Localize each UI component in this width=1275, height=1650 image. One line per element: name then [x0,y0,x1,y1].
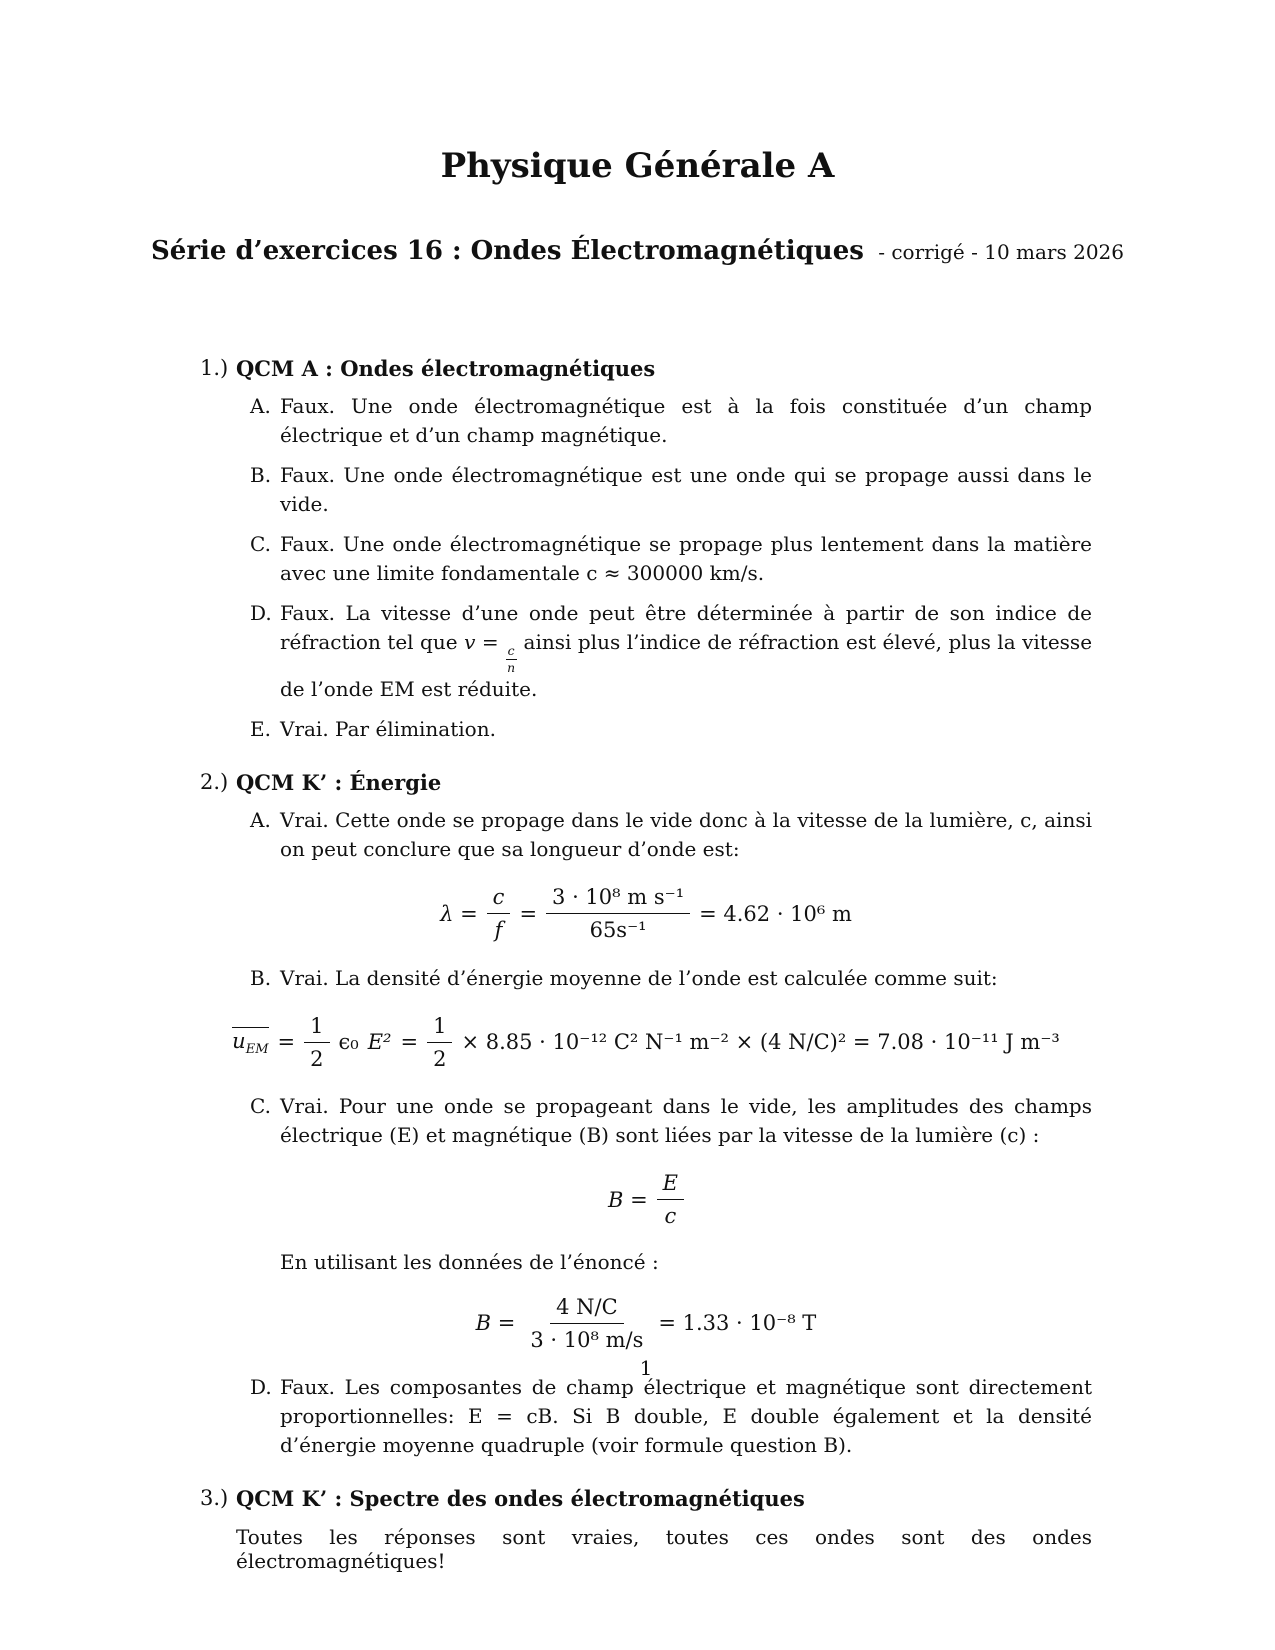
fraction-denominator: f [494,918,503,943]
equals-sign: = [400,1030,419,1055]
inline-fraction [505,644,517,676]
doc-title: Physique Générale A [440,146,835,186]
answer-item-2b [200,964,1092,993]
equation-b-numeric [200,1294,1092,1354]
fraction-denominator: 3 · 10⁸ m/s [530,1327,644,1352]
section-3-answer-text: Toutes les réponses sont vraies, toutes ces ondes sont des ondes électromagnétiques! [236,1525,1092,1574]
fraction-numerator: c [487,884,511,914]
section-3-number: 3.) [200,1486,229,1511]
section-2-title: QCM K’ : Énergie [236,770,442,796]
answer-item-1d [200,599,1092,704]
item-label: B. [250,965,272,990]
item-label: D. [250,1375,272,1400]
answer-item-1c [200,530,1092,588]
equation-lhs: B = [475,1311,516,1336]
math-lhs: v = [464,630,499,654]
section-2-number: 2.) [200,770,229,795]
fraction-numerator: 1 [304,1013,329,1043]
equation-lhs: B = [607,1187,648,1212]
equation-wavelength [200,884,1092,944]
equation-lhs: λ = [440,901,478,926]
item-label: C. [250,532,271,556]
item-label: C. [250,1094,271,1119]
answer-item-2d [200,1373,1092,1460]
equation-numeric-part: × 8.85 · 10⁻¹² C² N⁻¹ m⁻² × (4 N/C)² = 7.08 · 10⁻¹¹ J m⁻³ [461,1030,1060,1055]
section-1-heading [200,356,1092,381]
fraction-one-half [304,1013,329,1073]
section-2-heading [200,770,1092,795]
u-em-mean-symbol [232,1027,268,1057]
equation-energy-density [200,1013,1092,1073]
item-label: A. [250,394,271,418]
fraction-denominator: 65s⁻¹ [589,918,647,943]
item-label: D. [250,601,272,625]
item-text-part2: ainsi plus l’indice de réfraction est élevé, plus la vitesse de l’onde EM est réduite. [280,630,1093,702]
item-label: B. [250,463,272,487]
paragraph-using-given-data: En utilisant les données de l’énoncé : [280,1249,659,1274]
subtitle-correction-date: - corrigé - 10 mars 2026 [878,240,1124,264]
equation-result: = 4.62 · 10⁶ m [699,901,852,926]
section-1-number: 1.) [200,356,229,380]
equation-result: = 1.33 · 10⁻⁸ T [658,1311,817,1336]
item-text: Vrai. Cette onde se propage dans le vide donc à la vitesse de la lumière, c, ainsi on peut conclure que sa longueur d’onde est: [280,808,1092,862]
inline-math-v-equals-c-over-n [464,630,517,675]
fraction-denominator: 2 [433,1046,447,1071]
fraction-field-over-speed [524,1294,649,1354]
section-3-title: QCM K’ : Spectre des ondes électromagnétiques [236,1486,805,1512]
item-text: Faux. Une onde électromagnétique est une onde qui se propage aussi dans le vide. [280,463,1092,516]
item-text: Vrai. La densité d’énergie moyenne de l’onde est calculée comme suit: [280,965,998,990]
item-label: A. [250,808,271,833]
fraction-numerator: 3 · 10⁸ m s⁻¹ [546,884,690,914]
answer-item-1e [200,715,1092,744]
fraction-numerator: 1 [427,1013,452,1043]
subtitle-series: Série d’exercices 16 : Ondes Électromagnétiques [151,236,864,266]
item-text-part1: Faux. La vitesse d’une onde peut être déterminée à partir de son indice de réfraction tel que [280,601,1092,654]
item-label: E. [250,717,271,742]
answer-item-2c [200,1092,1092,1150]
answer-item-1a [200,392,1092,450]
fraction-numerator: c [506,644,517,660]
u-subscript: EM [245,1042,269,1058]
content-block [200,356,1092,1573]
fraction-speed-over-frequency [546,884,690,944]
answer-item-1b [200,461,1092,519]
item-text: Vrai. Pour une onde se propageant dans le vide, les amplitudes des champs électrique (E) et magnétique (B) sont liées par la vitesse de la lumière (c) : [280,1094,1092,1148]
item-text [280,599,1092,704]
item-text: Faux. Une onde électromagnétique est à la fois constituée d’un champ électrique et d’un champ magnétique. [280,394,1092,447]
fraction-denominator: n [507,659,516,675]
fraction-e-over-c [657,1170,684,1230]
page-number: 1 [639,1356,653,1380]
e-squared: E² [367,1030,392,1055]
fraction-c-over-f [487,884,511,944]
fraction-denominator: c [664,1204,677,1229]
equals-sign: = [277,1030,296,1055]
fraction-one-half [427,1013,452,1073]
fraction-numerator: E [657,1170,684,1200]
section-1-title: QCM A : Ondes électromagnétiques [236,356,656,381]
epsilon-zero: ϵ₀ [338,1030,359,1055]
u-symbol: u [232,1029,246,1054]
doc-subtitle [0,236,1275,266]
item-text: Faux. Les composantes de champ électrique et magnétique sont directement proportionnelles: E = cB. Si B double, E double également et la densité d’énergie moyenne quadruple (voir formule question B). [280,1375,1092,1458]
equals-sign: = [519,901,538,926]
answer-item-2a [200,806,1092,864]
equation-b-equals-e-over-c [200,1170,1092,1230]
item-text: Faux. Une onde électromagnétique se propage plus lentement dans la matière avec une limite fondamentale c ≈ 300000 km/s. [280,532,1092,585]
item-text: Vrai. Par élimination. [280,717,496,742]
section-3-heading [200,1486,1092,1511]
fraction-numerator: 4 N/C [550,1294,624,1324]
fraction-denominator: 2 [310,1046,324,1071]
